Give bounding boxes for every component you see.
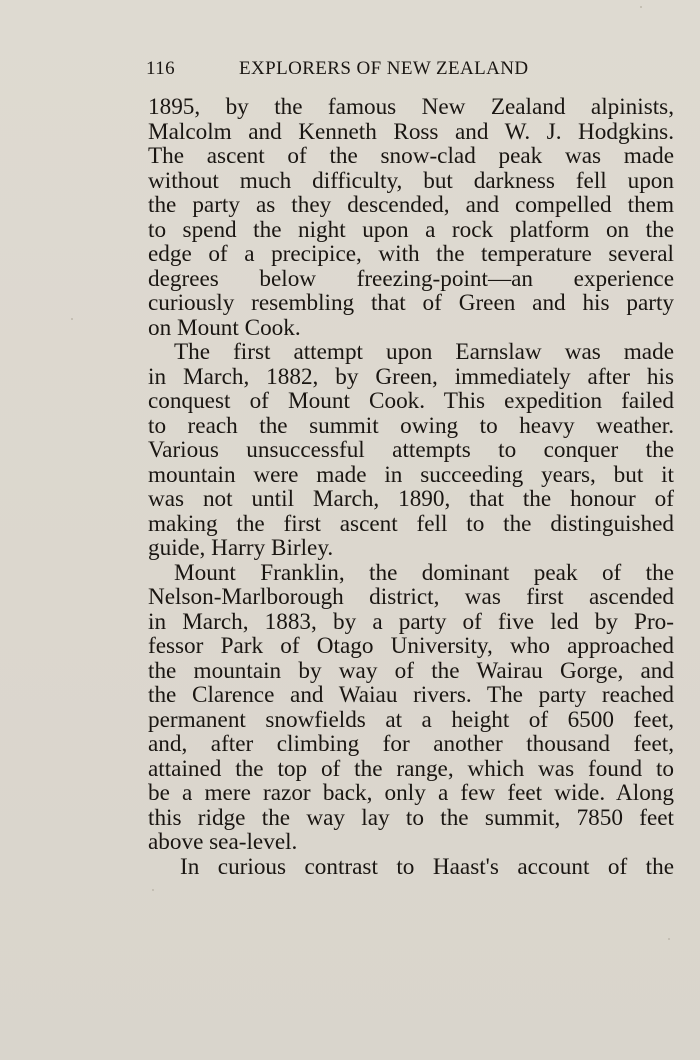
- text-line: mountain were made in succeeding years, but it: [148, 462, 674, 487]
- paragraph-first-line: Mount Franklin, the dominant peak of the: [174, 560, 674, 585]
- text-line: was not until March, 1890, that the honour of: [148, 487, 674, 512]
- text-line: fessor Park of Otago University, who approached: [148, 634, 674, 659]
- page-number: 116: [146, 58, 175, 79]
- text-line: degrees below freezing-point—an experience: [148, 266, 674, 291]
- text-line: the mountain by way of the Wairau Gorge, and: [148, 658, 674, 683]
- text-line: The ascent of the snow-clad peak was made: [148, 144, 674, 169]
- text-line: to reach the summit owing to heavy weather.: [148, 413, 674, 438]
- text-line: Nelson-Marlborough district, was first ascended: [148, 585, 674, 610]
- text-line: above sea-level.: [148, 830, 298, 855]
- paper-speck: [668, 938, 670, 940]
- text-line: to spend the night upon a rock platform on the: [148, 217, 674, 242]
- text-line: in March, 1882, by Green, immediately after his: [148, 364, 674, 389]
- paragraph-first-line: In curious contrast to Haast's account of the: [180, 854, 674, 879]
- text-line: Malcolm and Kenneth Ross and W. J. Hodgkins.: [148, 119, 674, 144]
- text-line: in March, 1883, by a party of five led by Pro-: [148, 609, 674, 634]
- running-title: EXPLORERS OF NEW ZEALAND: [239, 58, 529, 79]
- paragraph-first-line: The first attempt upon Earnslaw was made: [174, 340, 674, 365]
- text-line: edge of a precipice, with the temperature several: [148, 242, 674, 267]
- text-line: curiously resembling that of Green and his party: [148, 291, 674, 316]
- text-line: 1895, by the famous New Zealand alpinists,: [148, 95, 674, 120]
- running-head: [146, 58, 576, 86]
- paper-speck: [640, 6, 642, 8]
- text-line: the Clarence and Waiau rivers. The party reached: [148, 683, 674, 708]
- text-line: the party as they descended, and compelled them: [148, 193, 674, 218]
- text-line: guide, Harry Birley.: [148, 536, 334, 561]
- text-line: on Mount Cook.: [148, 315, 301, 340]
- text-line: Various unsuccessful attempts to conquer the: [148, 438, 674, 463]
- body-text: [148, 95, 674, 879]
- text-line: attained the top of the range, which was found to: [148, 756, 674, 781]
- text-line: this ridge the way lay to the summit, 7850 feet: [148, 805, 674, 830]
- text-line: permanent snowfields at a height of 6500 feet,: [148, 707, 674, 732]
- paper-speck: [71, 318, 73, 320]
- text-line: conquest of Mount Cook. This expedition failed: [148, 389, 674, 414]
- text-line: be a mere razor back, only a few feet wide. Along: [148, 781, 674, 806]
- text-line: making the first ascent fell to the distinguished: [148, 511, 674, 536]
- text-line: and, after climbing for another thousand feet,: [148, 732, 674, 757]
- paper-speck: [152, 889, 154, 891]
- text-line: without much difficulty, but darkness fell upon: [148, 168, 674, 193]
